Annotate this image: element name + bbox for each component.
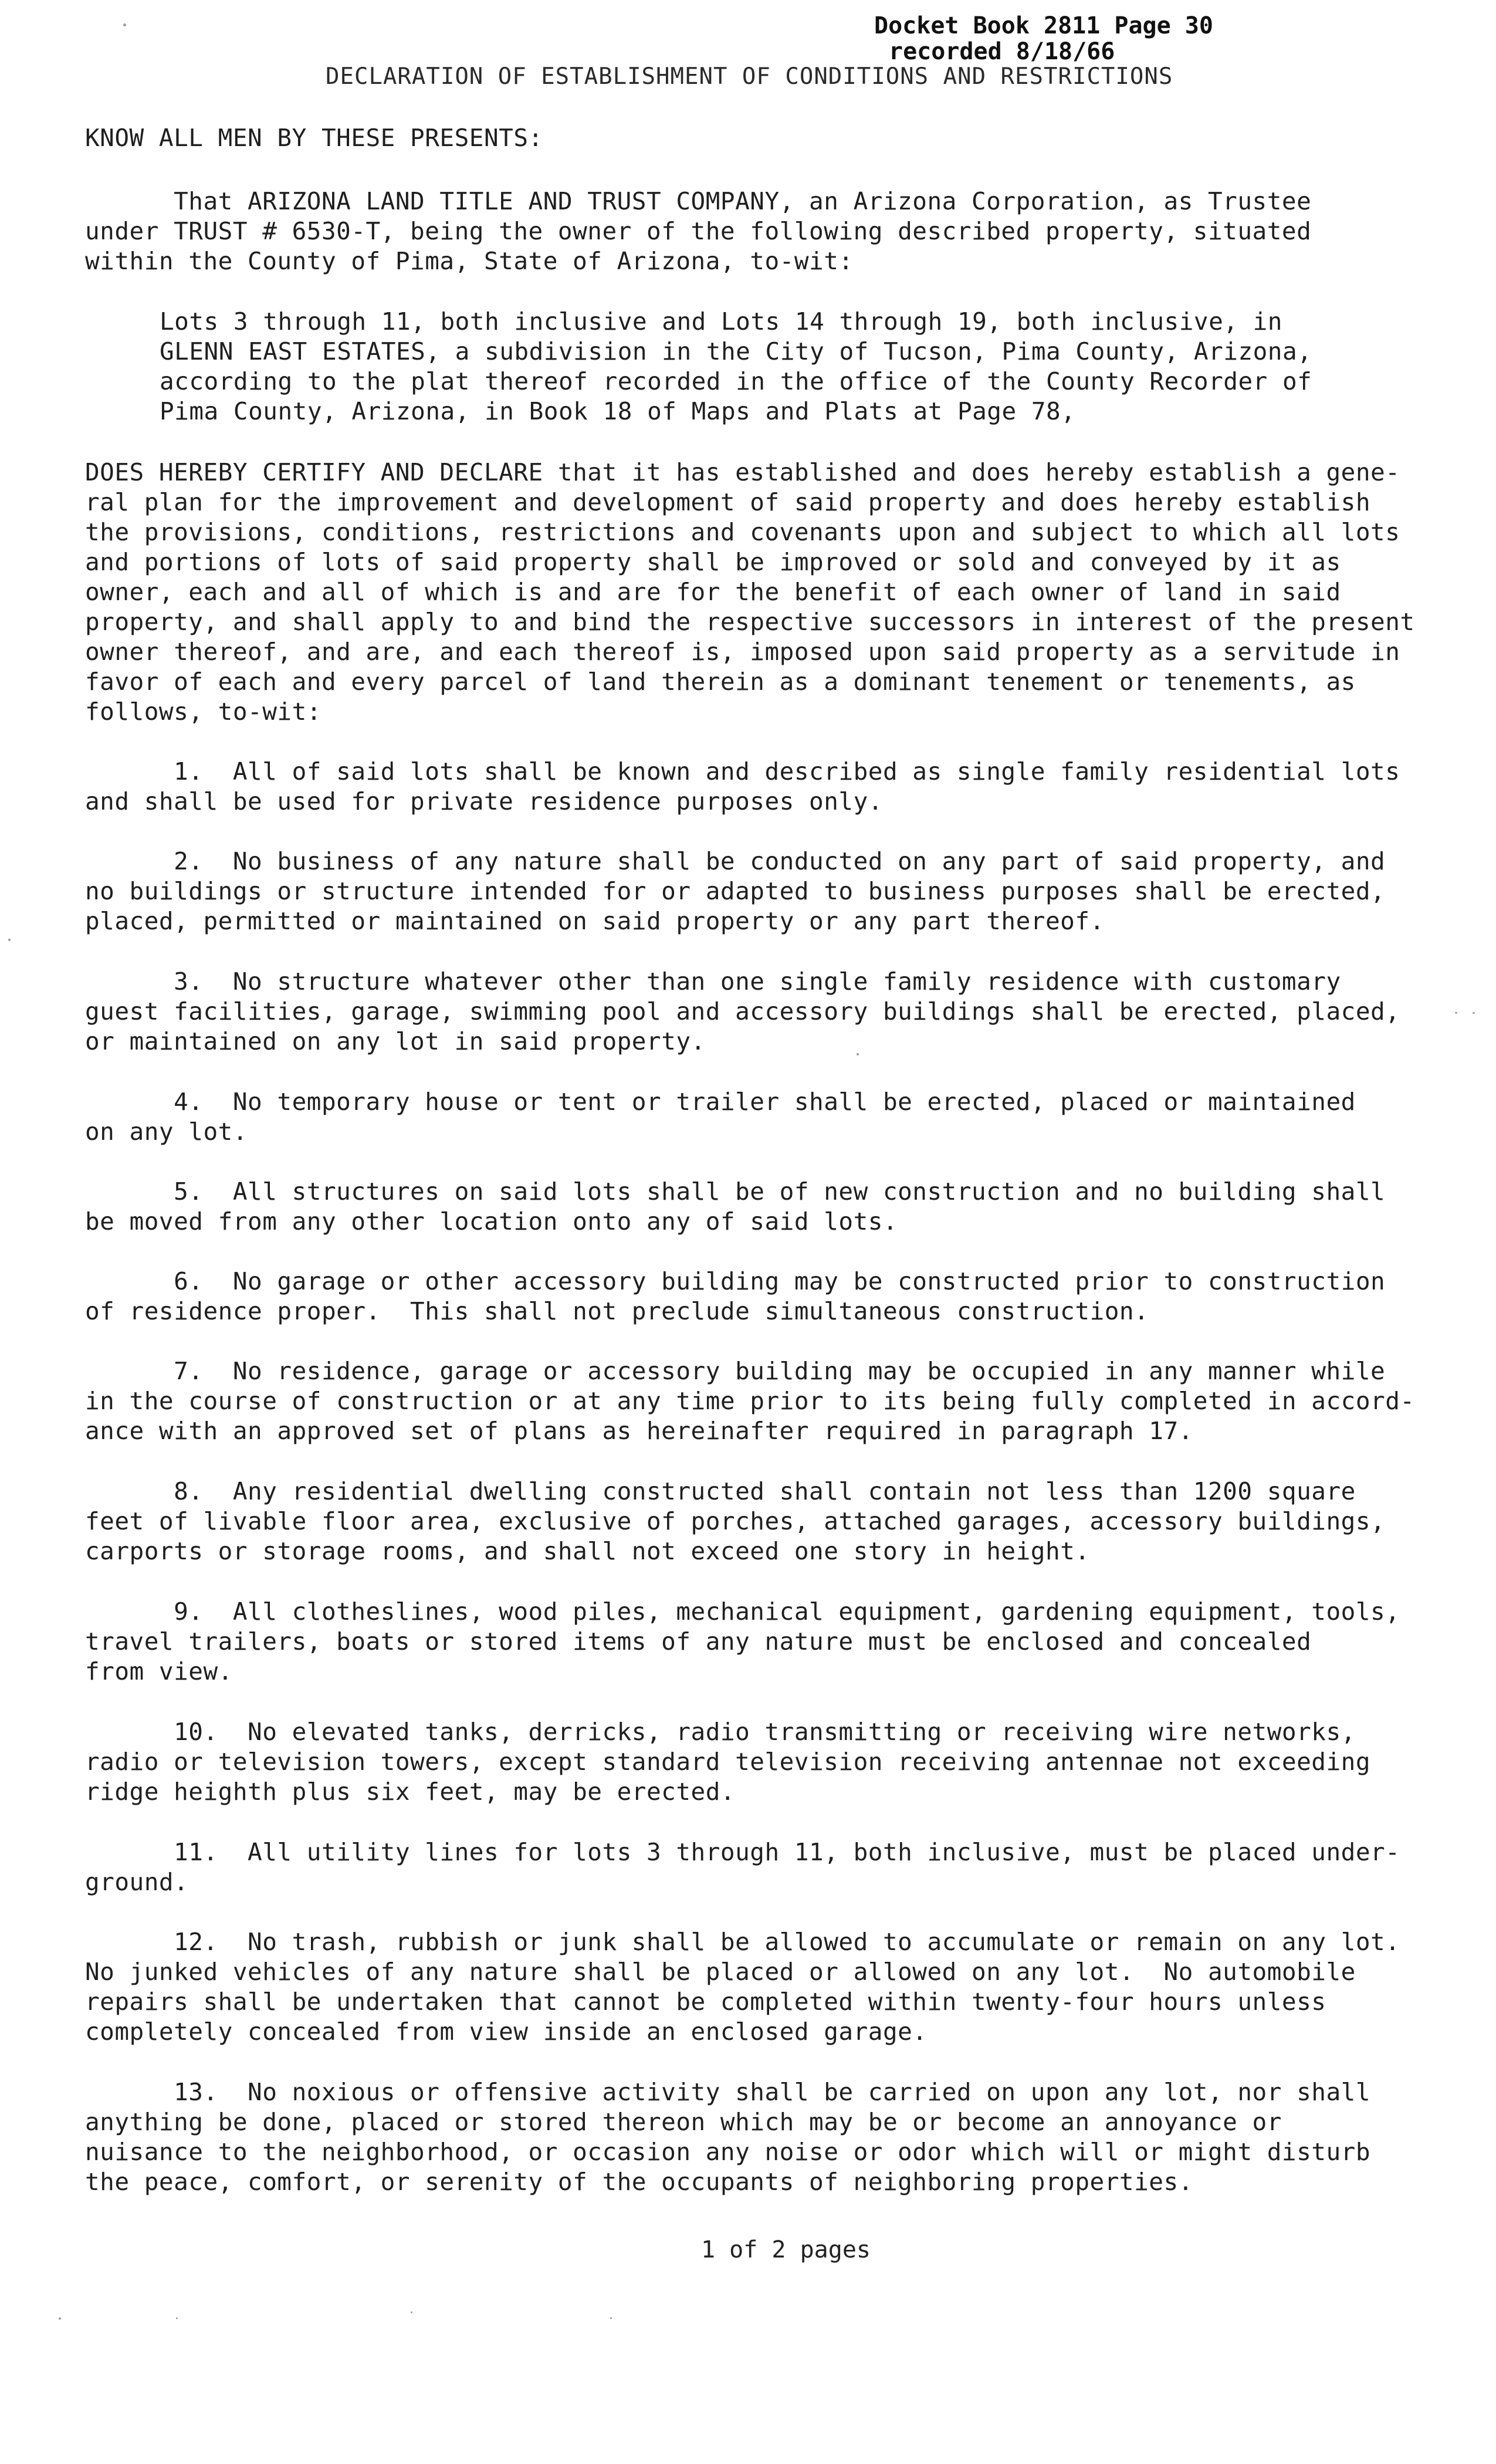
clause-12: 12. No trash, rubbish or junk shall be allowed to accumulate or remain on any lot. No junked vehicles of any nature shall be placed or allowed on any lot. No automobile repairs shall be undertaken that cannot be completed within twenty-four hours unless completely concealed from view inside an enclosed garage. — [85, 1928, 1400, 2046]
intro-paragraph: That ARIZONA LAND TITLE AND TRUST COMPANY, an Arizona Corporation, as Trustee under TRUST # 6530-T, being the owner of the following described property, situated within the County of Pima, State of Arizona, to-wit: — [85, 187, 1312, 275]
scan-speck — [1473, 1012, 1475, 1014]
scan-speck — [123, 23, 126, 26]
clause-13: 13. No noxious or offensive activity shall be carried on upon any lot, nor shall anything be done, placed or stored thereon which may be or become an annoyance or nuisance to the neighborhood, or occasion any noise or odor which will or might disturb the peace, comfort, or serenity of the occupants of neighboring properties. — [85, 2078, 1371, 2196]
clause-1: 1. All of said lots shall be known and described as single family residential lots and shall be used for private residence purposes only. — [85, 757, 1400, 815]
legal-description: Lots 3 through 11, both inclusive and Lots 14 through 19, both inclusive, in GLENN EAST ESTATES, a subdivision in the City of Tucson, Pima County, Arizona, according to the plat thereof recorded in the office of the County Recorder of Pima County, Arizona, in Book 18 of Maps and Plats at Page 78, — [160, 307, 1312, 425]
scan-speck — [176, 2317, 178, 2319]
docket-book-page: Docket Book 2811 Page 30 — [874, 12, 1213, 39]
document-title: DECLARATION OF ESTABLISHMENT OF CONDITIONS AND RESTRICTIONS — [326, 63, 1173, 90]
scan-speck — [1455, 1012, 1457, 1014]
clause-2: 2. No business of any nature shall be conducted on any part of said property, and no buildings or structure intended for or adapted to business purposes shall be erected, placed, permitted or maintained on said property or any part thereof. — [85, 847, 1386, 935]
scan-speck — [411, 2311, 412, 2313]
opening-line: KNOW ALL MEN BY THESE PRESENTS: — [85, 124, 543, 152]
clause-8: 8. Any residential dwelling constructed shall contain not less than 1200 square feet of livable floor area, exclusive of porches, attached garages, accessory buildings, carports or storage rooms, and shall not exceed one story in height. — [85, 1477, 1386, 1565]
clause-7: 7. No residence, garage or accessory building may be occupied in any manner while in the course of construction or at any time prior to its being fully completed in accord- ance with an approved set of plans as hereinafter required in paragraph 17. — [85, 1357, 1415, 1445]
page-count: 1 of 2 pages — [701, 2236, 871, 2263]
clause-9: 9. All clotheslines, wood piles, mechanical equipment, gardening equipment, tools, travel trailers, boats or stored items of any nature must be enclosed and concealed from view. — [85, 1597, 1400, 1685]
scan-speck — [8, 939, 11, 941]
clause-10: 10. No elevated tanks, derricks, radio transmitting or receiving wire networks, radio or television towers, except standard television receiving antennae not exceeding ridge heighth plus six feet, may be erected. — [85, 1718, 1371, 1806]
certify-paragraph: DOES HEREBY CERTIFY AND DECLARE that it has established and does hereby establish a gene- ral plan for the improvement and development of said property and does hereby establish the provisions, conditions, restrictions and covenants upon and subject to which all lots and portions of lots of said property shall be improved or sold and conveyed by it as owner, each and all of which is and are for the benefit of each owner of land in said property, and shall apply to and bind the respective successors in interest of the present owner thereof, and are, and each thereof is, imposed upon said property as a servitude in favor of each and every parcel of land therein as a dominant tenement or tenements, as follows, to-wit: — [85, 458, 1415, 726]
clause-5: 5. All structures on said lots shall be of new construction and no building shall be moved from any other location onto any of said lots. — [85, 1177, 1386, 1236]
scan-speck — [59, 2317, 61, 2320]
clause-11: 11. All utility lines for lots 3 through 11, both inclusive, must be placed under- ground. — [85, 1838, 1400, 1896]
clause-4: 4. No temporary house or tent or trailer shall be erected, placed or maintained on any lot. — [85, 1088, 1356, 1146]
scan-speck — [610, 2317, 612, 2319]
clause-6: 6. No garage or other accessory building may be constructed prior to construction of residence proper. This shall not preclude simultaneous construction. — [85, 1267, 1386, 1325]
docket-reference — [874, 13, 1213, 65]
clause-3: 3. No structure whatever other than one single family residence with customary guest facilities, garage, swimming pool and accessory buildings shall be erected, placed, or maintained on any lot in said property. — [85, 967, 1400, 1055]
recorded-date: recorded 8/18/66 — [889, 38, 1115, 65]
